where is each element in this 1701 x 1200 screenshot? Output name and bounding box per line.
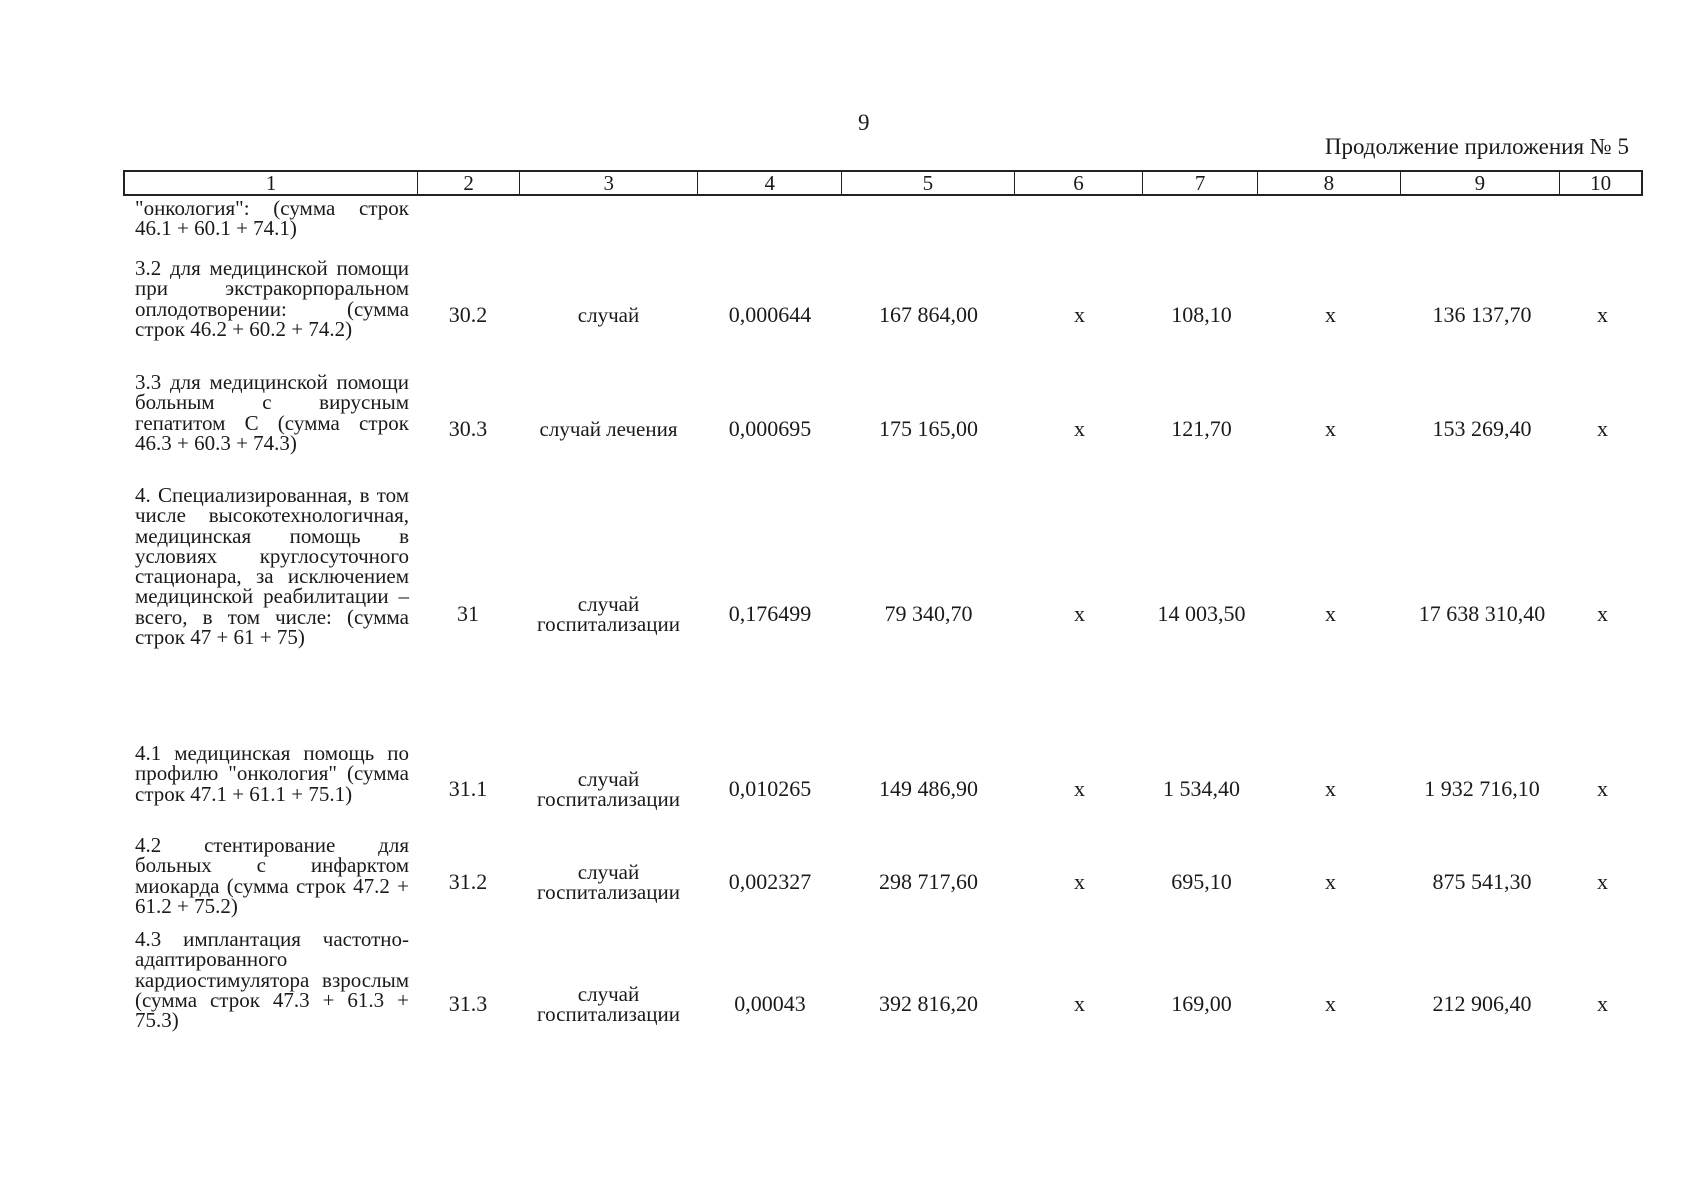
- row-col-7: 121,70: [1171, 415, 1232, 441]
- row-col-4: 0,002327: [728, 869, 812, 894]
- row-col-9: 136 137,70: [1432, 302, 1532, 327]
- row-code: 31: [457, 601, 479, 626]
- continuation-label: Продолжение приложения № 5: [1324, 134, 1629, 159]
- table-row: [123, 372, 1643, 485]
- row-unit: случай госпитализации: [537, 592, 680, 636]
- row-col-9: 875 541,30: [1432, 869, 1532, 894]
- row-unit: случай лечения: [539, 416, 678, 441]
- row-col-9: 212 906,40: [1432, 991, 1532, 1016]
- row-col-8: х: [1325, 776, 1336, 801]
- table-row: [123, 485, 1643, 743]
- header-col-8: 8: [1258, 172, 1401, 194]
- row-description: 4.1 медицинская помощь по профилю "онкология" (сумма строк 47.1 + 61.1 + 75.1): [135, 741, 409, 806]
- table-row: [123, 258, 1643, 372]
- row-unit: случай: [577, 303, 640, 327]
- header-col-2: 2: [418, 172, 520, 194]
- row-col-6: х: [1074, 302, 1085, 327]
- row-col-9: 17 638 310,40: [1418, 601, 1546, 626]
- row-col-7: 169,00: [1171, 991, 1232, 1016]
- row-code: 30.2: [448, 302, 488, 327]
- row-col-8: х: [1325, 302, 1336, 327]
- row-col-4: 0,000644: [728, 302, 812, 327]
- row-col-10: х: [1597, 302, 1608, 327]
- row-col-10: х: [1597, 601, 1608, 626]
- row-col-9: 1 932 716,10: [1424, 776, 1540, 801]
- row-description: "онкология": (сумма строк 46.1 + 60.1 + 74.1): [135, 196, 409, 241]
- row-col-5: 298 717,60: [879, 869, 978, 894]
- table-row: [123, 835, 1643, 929]
- row-col-5: 149 486,90: [879, 776, 978, 801]
- row-col-8: х: [1325, 415, 1336, 441]
- page-number: 9: [858, 110, 870, 135]
- header-col-6: 6: [1015, 172, 1144, 194]
- row-code: 31.1: [448, 776, 488, 801]
- row-code: 31.3: [448, 991, 488, 1016]
- row-col-5: 79 340,70: [884, 601, 973, 626]
- row-unit: случай госпитализации: [537, 860, 680, 904]
- header-col-7: 7: [1143, 172, 1258, 194]
- row-col-4: 0,000695: [728, 415, 812, 441]
- row-col-9: 153 269,40: [1432, 415, 1532, 441]
- row-unit: случай госпитализации: [537, 982, 680, 1026]
- row-col-7: 1 534,40: [1163, 776, 1240, 801]
- table-row: [123, 198, 1643, 258]
- row-col-10: х: [1597, 776, 1608, 801]
- table-header: [123, 170, 1643, 196]
- header-col-5: 5: [842, 172, 1015, 194]
- header-col-9: 9: [1401, 172, 1561, 194]
- row-col-6: х: [1074, 776, 1085, 801]
- row-col-10: х: [1597, 869, 1608, 894]
- row-col-4: 0,010265: [728, 776, 812, 801]
- row-col-6: х: [1074, 601, 1085, 626]
- row-description: 4.3 имплантация частотно-адаптированного кардиостимулятора взрослым (сумма строк 47.3 + 61.3 + 75.3): [135, 927, 409, 1033]
- header-col-1: 1: [125, 172, 418, 194]
- row-col-10: х: [1597, 991, 1608, 1016]
- row-description: 4.2 стентирование для больных с инфарктом миокарда (сумма строк 47.2 + 61.2 + 75.2): [135, 833, 409, 918]
- row-col-5: 175 165,00: [879, 415, 978, 441]
- header-col-4: 4: [698, 172, 842, 194]
- header-col-3: 3: [520, 172, 699, 194]
- row-col-5: 392 816,20: [879, 991, 978, 1016]
- row-col-4: 0,00043: [734, 991, 806, 1016]
- row-unit: случай госпитализации: [537, 767, 680, 811]
- row-col-4: 0,176499: [728, 601, 812, 626]
- row-col-7: 14 003,50: [1157, 601, 1246, 626]
- row-code: 31.2: [448, 869, 488, 894]
- row-description: 3.2 для медицинской помощи при экстракорпоральном оплодотворении: (сумма строк 46.2 + 60.2 + 74.2): [135, 256, 409, 341]
- header-col-10: 10: [1590, 171, 1612, 195]
- row-col-7: 108,10: [1171, 302, 1232, 327]
- row-col-5: 167 864,00: [879, 302, 978, 327]
- row-col-10: х: [1597, 415, 1608, 441]
- row-col-7: 695,10: [1171, 869, 1232, 894]
- row-col-8: х: [1325, 601, 1336, 626]
- row-description: 3.3 для медицинской помощи больным с вирусным гепатитом С (сумма строк 46.3 + 60.3 + 74.3): [135, 370, 409, 455]
- row-col-6: х: [1074, 869, 1085, 894]
- row-code: 30.3: [448, 415, 488, 441]
- row-col-6: х: [1074, 415, 1085, 441]
- table-row: [123, 929, 1643, 1079]
- row-col-6: х: [1074, 991, 1085, 1016]
- row-col-8: х: [1325, 869, 1336, 894]
- row-col-8: х: [1325, 991, 1336, 1016]
- table-body: [123, 198, 1643, 1079]
- row-description: 4. Специализированная, в том числе высокотехнологичная, медицинская помощь в условиях круглосуточного стационара, за исключением медицинской реабилитации – всего, в том числе: (сумма строк 47 + 61 + 75): [135, 483, 409, 650]
- table-row: [123, 743, 1643, 835]
